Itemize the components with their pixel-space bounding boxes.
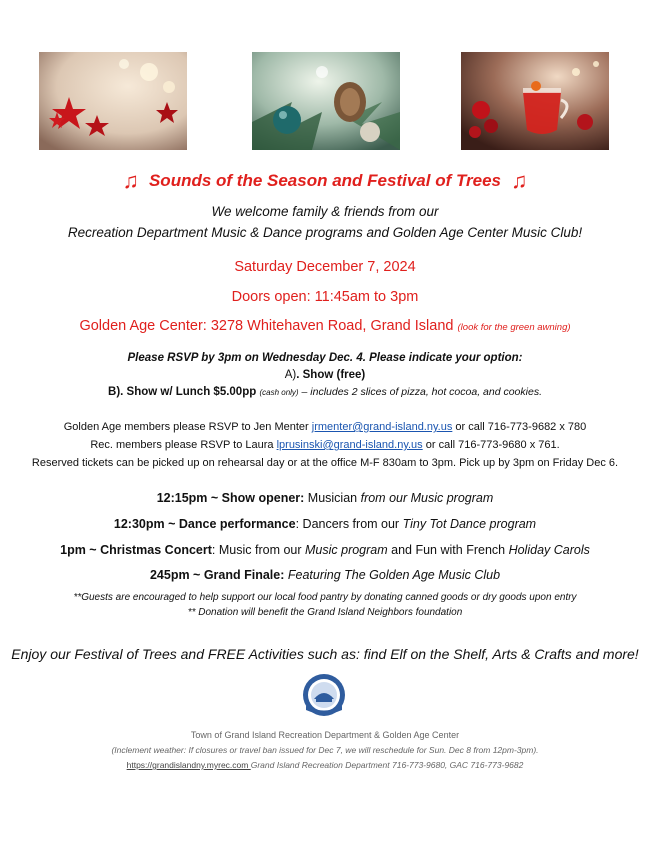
option-b-note: (cash only) [259, 388, 299, 397]
activities-line: Enjoy our Festival of Trees and FREE Activities such as: find Elf on the Shelf, Arts & Crafts and more! [11, 646, 639, 662]
hot-drink-photo [461, 52, 609, 150]
event-date: Saturday December 7, 2024 [234, 259, 416, 275]
program-item [0, 517, 650, 531]
donation-line-1: **Guests are encouraged to help support our local food pantry by donating canned goods or dry goods upon entry [73, 592, 577, 603]
program-item [0, 543, 650, 557]
footer-weather: (Inclement weather: If closures or travel ban issued for Dec 7, we will reschedule for Sun. Dec 8 from 12pm-3pm). [111, 745, 539, 755]
rec-contact [0, 439, 650, 451]
donation-line-2: ** Donation will benefit the Grand Island Neighbors foundation [187, 607, 463, 618]
program-text: : Music from our [211, 543, 305, 557]
option-a-text: . Show (free) [296, 369, 366, 381]
website-link[interactable]: https://grandislandny.myrec.com [126, 760, 251, 770]
rsvp-heading: Please RSVP by 3pm on Wednesday Dec. 4. Please indicate your option: [127, 352, 523, 364]
program-detail: Featuring The Golden Age Music Club [287, 568, 501, 582]
program-time: 1pm ~ Christmas Concert [60, 543, 212, 557]
welcome-line-1: We welcome family & friends from our [211, 204, 439, 219]
ticket-pickup-info: Reserved tickets can be picked up on rehearsal day or at the office M-F 830am to 3pm. Pick up by 3pm on Friday Dec 6. [31, 457, 619, 469]
music-note-icon: ♫ [122, 168, 139, 193]
program-detail: Holiday Carols [508, 543, 590, 557]
event-title [0, 168, 650, 194]
title-text: Sounds of the Season and Festival of Trees [148, 171, 502, 190]
location-text: Golden Age Center: 3278 Whitehaven Road, Grand Island [79, 318, 454, 334]
golden-age-contact [0, 421, 650, 433]
program-time: 245pm ~ Grand Finale: [149, 568, 285, 582]
location-note: (look for the green awning) [457, 322, 571, 333]
event-location [0, 318, 650, 334]
rec-contact-text: Rec. members please RSVP to Laura [90, 439, 277, 451]
program-text: : Dancers from our [295, 517, 403, 531]
program-detail: Music program [305, 543, 388, 557]
footer-org: Town of Grand Island Recreation Department & Golden Age Center [190, 730, 460, 740]
welcome-line-2: Recreation Department Music & Dance programs and Golden Age Center Music Club! [67, 225, 583, 240]
jen-menter-email-link[interactable]: jrmenter@grand-island.ny.us [311, 421, 453, 433]
rec-phone: or call 716-773-9680 x 761. [422, 439, 560, 451]
laura-email-link[interactable]: lprusinski@grand-island.ny.us [276, 439, 423, 451]
footer-contact [0, 760, 650, 770]
program-text: Musician [304, 491, 361, 505]
program-time: 12:15pm ~ Show opener: [156, 491, 305, 505]
rsvp-option-a [0, 369, 650, 381]
program-detail: Tiny Tot Dance program [402, 517, 537, 531]
golden-age-phone: or call 716-773-9682 x 780 [452, 421, 587, 433]
music-note-icon: ♫ [511, 168, 528, 193]
golden-age-contact-text: Golden Age members please RSVP to Jen Menter [63, 421, 312, 433]
option-a-prefix: A) [284, 369, 297, 381]
option-b-text: B). Show w/ Lunch $5.00pp [108, 386, 257, 398]
red-stars-photo [39, 52, 187, 150]
program-detail: from our Music program [360, 491, 494, 505]
program-item [0, 568, 650, 582]
rsvp-option-b [0, 386, 650, 398]
ornaments-pinecone-photo [252, 52, 400, 150]
town-seal-icon [302, 673, 346, 717]
option-b-details: – includes 2 slices of pizza, hot cocoa, and cookies. [298, 386, 542, 398]
program-item [0, 491, 650, 505]
program-text: and Fun with French [387, 543, 509, 557]
program-time: 12:30pm ~ Dance performance [113, 517, 296, 531]
doors-open: Doors open: 11:45am to 3pm [231, 289, 419, 305]
footer-phone: Grand Island Recreation Department 716-773-9680, GAC 716-773-9682 [250, 760, 524, 770]
